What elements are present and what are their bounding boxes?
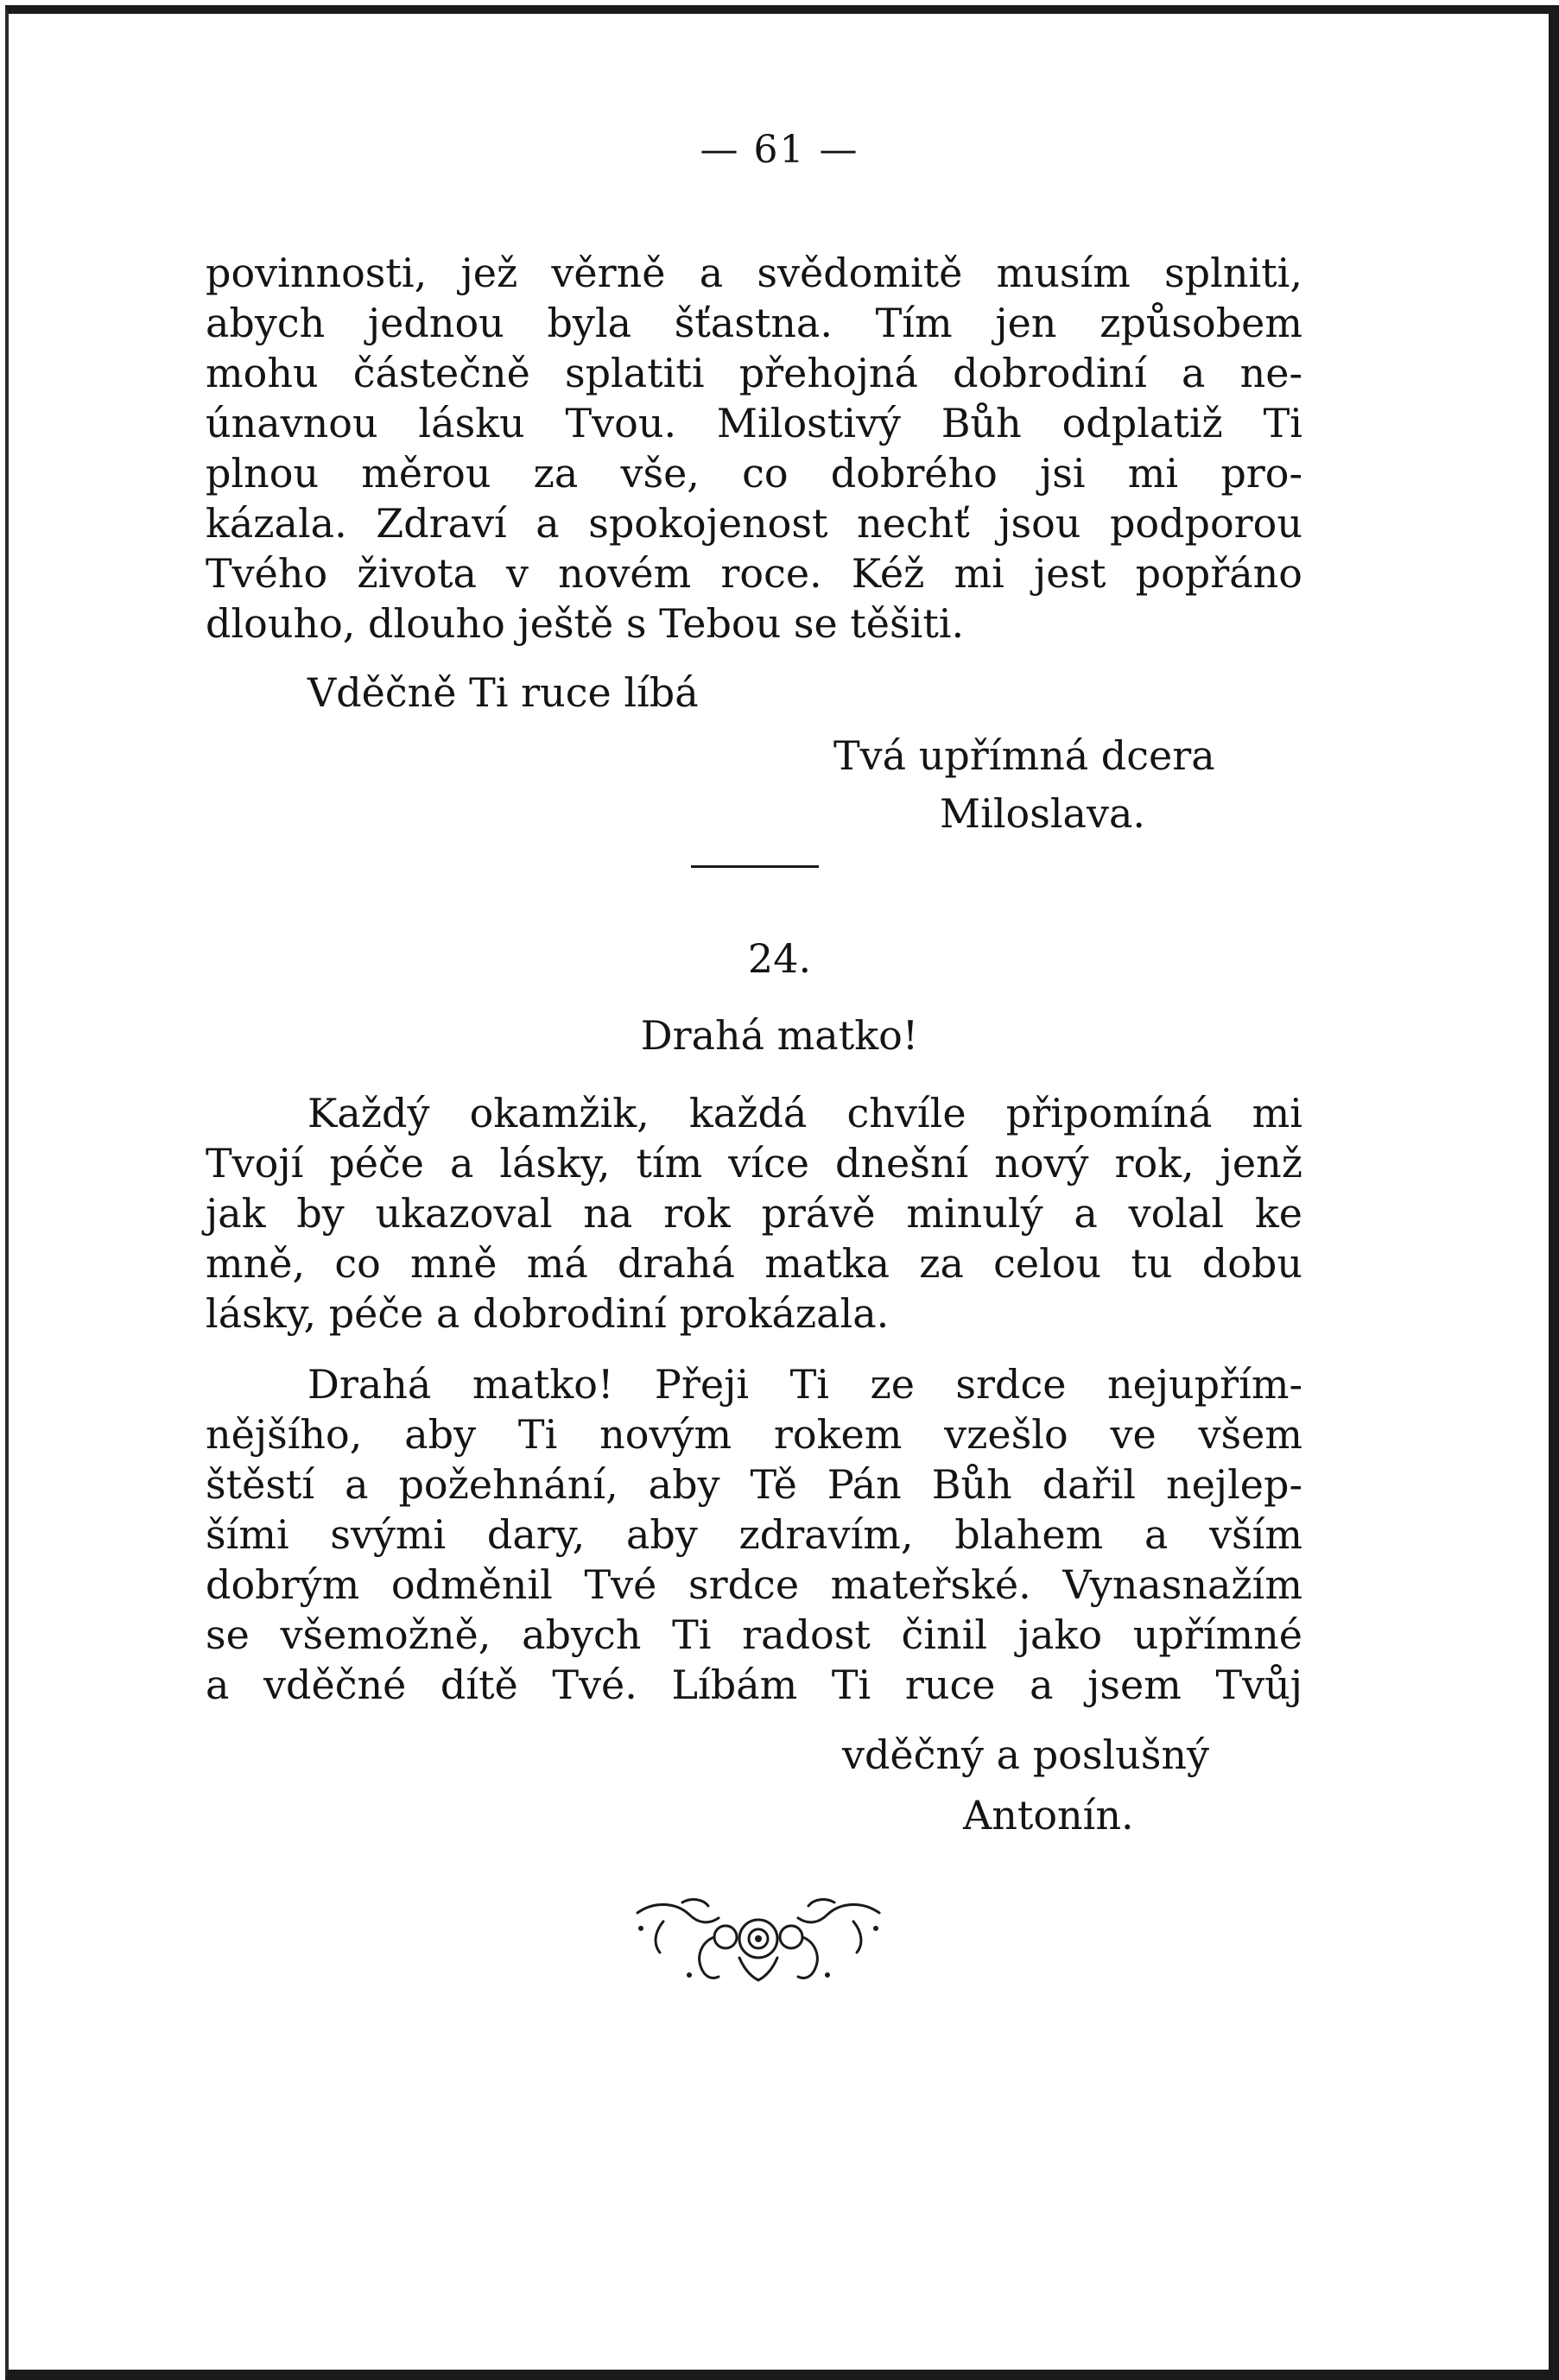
text-line: mohu částečně splatiti přehojná dobrodiní a ne-	[206, 350, 1302, 396]
text-line: plnou měrou za vše, co dobrého jsi mi pro-	[206, 450, 1302, 497]
text-line: abych jednou byla šťastna. Tím jen způsobem	[206, 300, 1302, 346]
section-divider	[691, 865, 819, 868]
text-line: Tvojí péče a lásky, tím více dnešní nový rok, jenž	[206, 1140, 1302, 1187]
text-line: se všemožně, abych Ti radost činil jako upřímné	[206, 1611, 1302, 1658]
text-line: Každý okamžik, každá chvíle připomíná mi	[307, 1090, 1302, 1136]
text-line: šími svými dary, aby zdravím, blahem a vším	[206, 1511, 1302, 1558]
text-line: dobrým odměnil Tvé srdce mateřské. Vynasnažím	[206, 1561, 1302, 1608]
text-line: mně, co mně má drahá matka za celou tu dobu	[206, 1240, 1302, 1287]
text-line: dlouho, dlouho ještě s Tebou se těšiti.	[206, 600, 965, 647]
text-line: povinnosti, jež věrně a svědomitě musím splniti,	[206, 250, 1302, 296]
letter2-paragraph1	[206, 1088, 1302, 1339]
letter1-closing: Vděčně Ti ruce líbá	[307, 669, 699, 716]
letter2-paragraph2	[206, 1359, 1302, 1710]
text-line: Tvého života v novém roce. Kéž mi jest popřáno	[206, 550, 1302, 597]
text-line: štěstí a požehnání, aby Tě Pán Bůh dařil nejlep-	[206, 1461, 1302, 1508]
text-line: únavnou lásku Tvou. Milostivý Bůh odplatiž Ti	[206, 400, 1302, 446]
floral-scroll-ornament-icon	[629, 1894, 888, 1989]
letter2-salutation: Drahá matko!	[640, 1012, 919, 1059]
text-line: a vděčné dítě Tvé. Líbám Ti ruce a jsem Tvůj	[206, 1662, 1302, 1708]
text-line: lásky, péče a dobrodiní prokázala.	[206, 1290, 890, 1337]
letter1-body	[206, 248, 1302, 649]
letter1-signature-line1: Tvá upřímná dcera	[833, 732, 1215, 779]
text-line: jak by ukazoval na rok právě minulý a volal ke	[206, 1190, 1302, 1237]
page-number: — 61 —	[700, 128, 859, 172]
text-line: nějšího, aby Ti novým rokem vzešlo ve všem	[206, 1411, 1302, 1458]
letter2-signature-name: Antonín.	[963, 1792, 1134, 1839]
letter2-signature-line1: vděčný a poslušný	[842, 1731, 1210, 1778]
text-line: Drahá matko! Přeji Ti ze srdce nejupřím-	[307, 1361, 1302, 1408]
letter1-signature-name: Miloslava.	[940, 790, 1145, 837]
text-line: kázala. Zdraví a spokojenost nechť jsou podporou	[206, 500, 1302, 547]
letter-number: 24.	[747, 935, 812, 982]
